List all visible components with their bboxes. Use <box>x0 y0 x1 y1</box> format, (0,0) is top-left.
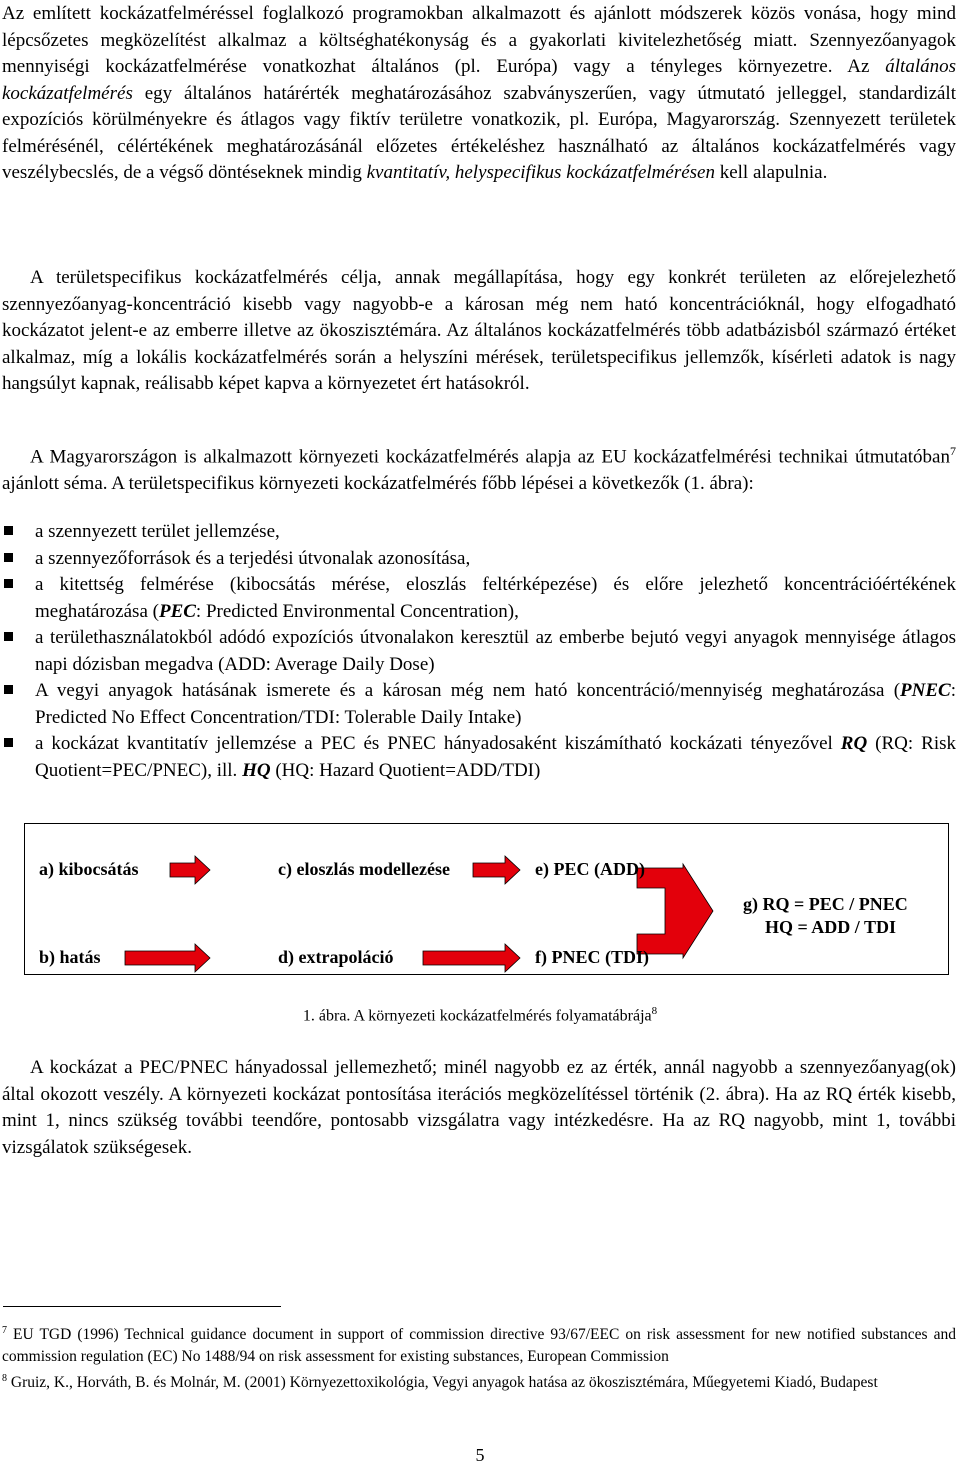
flowchart-figure <box>24 823 949 975</box>
list-item-text: a szennyezett terület jellemzése, <box>35 521 280 542</box>
list-item-text: a kockázat kvantitatív jellemzése a PEC és PNEC hányadosaként kiszámítható kockázati tényezővel <box>35 733 841 754</box>
footnote-number: 8 <box>2 1373 7 1385</box>
footnote-number: 7 <box>2 1325 7 1336</box>
list-item <box>2 572 956 625</box>
footnote-8 <box>2 1368 956 1394</box>
step-e-label: e) PEC (ADD) <box>535 859 645 879</box>
square-bullet-icon <box>4 632 13 641</box>
paragraph-site-specific: A területspecifikus kockázatfelmérés célja, annak megállapítása, hogy egy konkrét területen az előrejelezhető szennyezőanyag-koncentráció kisebb vagy nagyobb-e a károsan még nem ható koncentrációknál, hogy elfogadható kockázatot jelent-e az emberre illetve az ökoszisztémára. Az általános kockázatfelmérés több adatbázisból származó értéket alkalmaz, míg a lokális kockázatfelmérés során a helyszíni mérések, területspecifikus jellemzők, kísérleti adatok is nagy hangsúlyt kapnak, reálisabb képet kapva a környezetet ért hatásokról. <box>2 267 956 394</box>
step-b-label: b) hatás <box>39 947 101 967</box>
abbr-rq: RQ <box>840 733 868 754</box>
list-item-text: A vegyi anyagok hatásának ismerete és a károsan még nem ható koncentráció/mennyiség meghatározása ( <box>35 680 901 701</box>
list-item-text: (HQ: Hazard Quotient=ADD/TDI) <box>270 759 541 781</box>
list-item <box>2 519 956 546</box>
caption-text: 1. ábra. A környezeti kockázatfelmérés folyamatábrája <box>302 1007 652 1025</box>
footnote-text: Gruiz, K., Horváth, B. és Molnár, M. (2001) Környezettoxikológia, Vegyi anyagok hatása az ökoszisztémára, Műegyetemi Kiadó, Budapest <box>7 1374 878 1392</box>
footnote-text: EU TGD (1996) Technical guidance document in support of commission directive 93/67/EEC on risk assessment for new notified substances and commission regulation (EC) No 1488/94 on risk assessment for existing substances, European Commission <box>2 1326 956 1366</box>
arrow-c-to-e-icon <box>473 856 520 884</box>
list-item-text: a szennyezőforrások és a terjedési útvonalak azonosítása, <box>35 547 471 569</box>
step-d-label: d) extrapoláció <box>278 947 394 967</box>
list-item <box>2 625 956 678</box>
square-bullet-icon <box>4 526 13 535</box>
footnote-separator <box>3 1306 281 1307</box>
arrow-to-g-icon <box>637 864 713 958</box>
arrow-a-to-c-icon <box>170 856 210 884</box>
steps-list <box>2 519 956 784</box>
abbr-pec: PEC <box>158 600 196 622</box>
footnotes <box>2 1320 956 1394</box>
list-item-text: a kitettség felmérése (kibocsátás mérése, eloszlás feltérképezése) és előre jelezhető koncentrációértékének meghatározása ( <box>35 574 956 622</box>
square-bullet-icon <box>4 553 13 562</box>
paragraph-general-assessment <box>2 1 956 187</box>
arrow-b-to-d-icon <box>125 944 210 972</box>
list-item <box>2 731 956 784</box>
paragraph-text: egy általános határérték meghatározásához szabványszerűen, vagy útmutató jelleggel, standardizált expozíciós körülményekre és átlagos vagy fiktív területre vonatkozik, pl. Európa, Magyarország. Szennyezett területek felmérésénél, célértékének meghatározásánál előzetes értékeléshez használható az általános kockázatfelmérés vagy veszélybecslés, de a végső döntéseknek mindig <box>2 82 956 183</box>
paragraph-hungary <box>2 438 956 497</box>
figure-caption <box>0 1005 960 1025</box>
footnote-ref[interactable]: 7 <box>950 444 956 458</box>
step-f-label: f) PNEC (TDI) <box>535 947 649 967</box>
paragraph-text: Az említett kockázatfelméréssel foglalkozó programokban alkalmazott és ajánlott módszerek közös vonása, hogy mind lépcsőzetes megközelítést alkalmaz a költséghatékonyság és a gyakorlati kivitelezhetőség miatt. Szennyezőanyagok mennyiségi kockázatfelmérése vonatkozhat általános (pl. Európa) vagy a tényleges környezetre. Az <box>2 3 956 77</box>
step-g-formula-hq: HQ = ADD / TDI <box>765 917 896 937</box>
list-item <box>2 678 956 731</box>
abbr-pnec: PNEC <box>900 680 951 701</box>
list-item-text: (RQ: Risk Quotient=PEC/PNEC), ill. <box>35 733 956 781</box>
step-c-label: c) eloszlás modellezése <box>278 859 450 879</box>
arrow-d-to-f-icon <box>423 944 520 972</box>
page-number: 5 <box>475 1445 485 1465</box>
square-bullet-icon <box>4 579 13 588</box>
list-item-text: : Predicted No Effect Concentration/TDI: Tolerable Daily Intake) <box>35 680 956 728</box>
footnote-ref[interactable]: 8 <box>651 1005 658 1017</box>
paragraph-text: kell alapulnia. <box>714 162 828 183</box>
paragraph-text: ajánlott séma. A területspecifikus környezeti kockázatfelmérés főbb lépései a következők (1. ábra): <box>2 472 754 494</box>
footnote-7 <box>2 1320 956 1368</box>
abbr-hq: HQ <box>242 759 271 781</box>
step-a-label: a) kibocsátás <box>39 859 139 879</box>
list-item-text: a területhasználatokból adódó expozíciós útvonalakon keresztül az emberbe bejutó vegyi anyagok mennyisége átlagos napi dózisban megadva (ADD: Average Daily Dose) <box>35 627 956 675</box>
italic-term: általános kockázatfelmérés <box>2 56 956 104</box>
paragraph-rq-explanation: A kockázat a PEC/PNEC hányadossal jellemezhető; minél nagyobb ez az érték, annál nagyobb a szennyezőanyag(ok) által okozott veszély. A környezeti kockázat pontosítása iterációs megközelítéssel történik (2. ábra). Ha az RQ érték kisebb, mint 1, nincs szükség további teendőre, pontosabb vizsgálatra vagy intézkedésre. Ha az RQ nagyobb, mint 1, további vizsgálatok szükségesek. <box>2 1057 956 1158</box>
square-bullet-icon <box>4 738 13 747</box>
list-item-text: : Predicted Environmental Concentration), <box>195 600 519 622</box>
italic-term: kvantitatív, helyspecifikus kockázatfelmérésen <box>366 162 715 183</box>
paragraph-text: A Magyarországon is alkalmazott környezeti kockázatfelmérés alapja az EU kockázatfelmérési technikai útmutatóban <box>30 446 950 468</box>
step-g-label: g) RQ = PEC / PNEC <box>743 894 908 914</box>
list-item <box>2 546 956 573</box>
square-bullet-icon <box>4 685 13 694</box>
